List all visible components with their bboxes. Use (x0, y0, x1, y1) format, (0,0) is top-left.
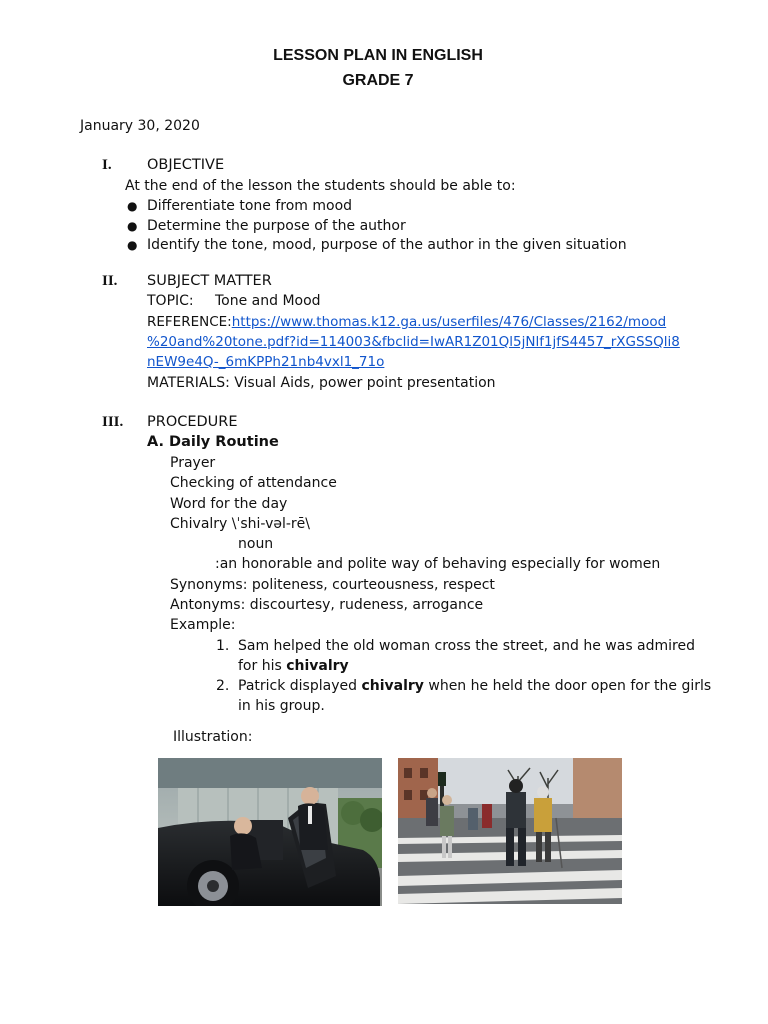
bullet-icon: ● (127, 238, 138, 252)
reference-label: REFERENCE: (147, 314, 232, 330)
example-keyword: chivalry (361, 678, 424, 694)
routine-line: Prayer (170, 455, 216, 471)
example-text: in his group. (238, 698, 325, 714)
example-text: Sam helped the old woman cross the street, and he was admired (238, 638, 696, 654)
reference-link[interactable]: https://www.thomas.k12.ga.us/userfiles/476/Classes/2162/mood (231, 314, 667, 330)
antonyms-line: Antonyms: discourtesy, rudeness, arrogance (170, 597, 484, 613)
page-title: LESSON PLAN IN ENGLISH (273, 47, 483, 64)
example-number: 2. (216, 678, 230, 694)
objective-item: Differentiate tone from mood (147, 198, 353, 214)
routine-line: Checking of attendance (170, 475, 337, 491)
word-pronunciation: Chivalry \ˈshi-vəl-rē\ (170, 516, 311, 532)
example-number: 1. (216, 638, 230, 654)
section-numeral-subject: II. (102, 273, 118, 289)
topic-label: TOPIC: (147, 293, 194, 309)
bullet-icon: ● (127, 219, 138, 233)
section-numeral-objective: I. (102, 157, 112, 173)
objective-item: Identify the tone, mood, purpose of the author in the given situation (147, 237, 627, 253)
routine-line: Word for the day (170, 496, 288, 512)
section-heading-subject: SUBJECT MATTER (147, 273, 272, 289)
lesson-date: January 30, 2020 (80, 118, 200, 134)
reference-line (147, 314, 666, 330)
example-text-part: Patrick displayed (238, 678, 362, 694)
objective-intro: At the end of the lesson the students should be able to: (125, 178, 516, 194)
example-text-part: for his (238, 658, 287, 674)
example-text (238, 658, 349, 674)
word-definition: :an honorable and polite way of behaving especially for women (215, 556, 661, 572)
materials-line: MATERIALS: Visual Aids, power point presentation (147, 375, 496, 391)
word-part-of-speech: noun (238, 536, 274, 552)
section-numeral-procedure: III. (102, 414, 124, 430)
bullet-icon: ● (127, 199, 138, 213)
example-label: Example: (170, 617, 236, 633)
synonyms-line: Synonyms: politeness, courteousness, respect (170, 577, 495, 593)
topic-value: Tone and Mood (215, 293, 321, 309)
reference-link-cont[interactable]: nEW9e4Q-_6mKPPh21nb4vxl1_71o (147, 354, 385, 370)
reference-link-cont[interactable]: %20and%20tone.pdf?id=114003&fbclid=IwAR1Z01Ql5jNlf1jfS4457_rXGSSQli8 (147, 334, 680, 350)
sub-heading-daily-routine: A. Daily Routine (147, 434, 279, 450)
example-text-part: when he held the door open for the girls (423, 678, 712, 694)
illustration-car-door-photo (158, 758, 382, 906)
example-keyword: chivalry (286, 658, 349, 674)
section-heading-procedure: PROCEDURE (147, 414, 238, 430)
objective-item: Determine the purpose of the author (147, 218, 406, 234)
illustration-label: Illustration: (173, 729, 253, 745)
grade-label: GRADE 7 (342, 72, 414, 89)
example-text (238, 678, 711, 694)
section-heading-objective: OBJECTIVE (147, 157, 225, 173)
illustration-street-crossing-photo (398, 758, 622, 904)
